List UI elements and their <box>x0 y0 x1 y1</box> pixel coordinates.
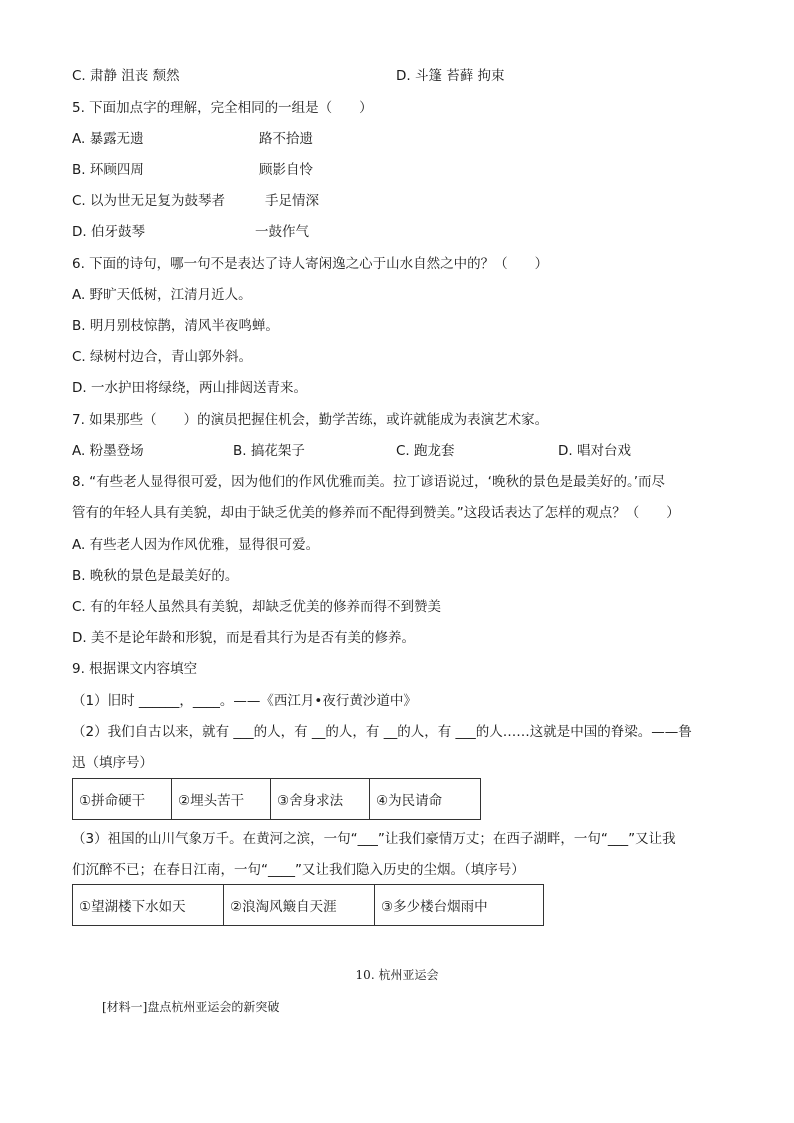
choice-cell: ③舍身求法 <box>271 779 370 820</box>
q10-title: 10. 杭州亚运会 <box>355 968 439 982</box>
q5-option-b-pair: 顾影自怜 <box>259 162 313 178</box>
q6-option-b: B. 明月别枝惊鹊，清风半夜鸣蝉。 <box>72 318 279 334</box>
q8-stem-line2: 管有的年轻人具有美貌，却由于缺乏优美的修养而不配得到赞美。”这段话表达了怎样的观点？（ ） <box>72 505 680 521</box>
q10-material-heading: [材料一]盘点杭州亚运会的新突破 <box>102 1000 280 1014</box>
q5-option-a: A. 暴露无遗 <box>72 131 144 147</box>
q7-option-b: B. 搞花架子 <box>233 443 305 459</box>
q9-part2-choices-table <box>72 778 481 820</box>
q5-option-c-pair: 手足情深 <box>265 193 319 209</box>
q8-option-c: C. 有的年轻人虽然具有美貌，却缺乏优美的修养而得不到赞美 <box>72 599 442 615</box>
q9-part2-line1: （2）我们自古以来，就有 ___的人，有 __的人，有 __的人，有 ___的人……这就是中国的脊梁。——鲁 <box>72 724 692 740</box>
q4-option-c: C. 肃静 沮丧 颓然 <box>72 68 180 84</box>
q9-part2-line2: 迅（填序号） <box>72 755 153 771</box>
q7-option-d: D. 唱对台戏 <box>558 443 631 459</box>
q7-option-c: C. 跑龙套 <box>396 443 455 459</box>
q8-option-b: B. 晚秋的景色是最美好的。 <box>72 568 239 584</box>
q5-option-d: D. 伯牙鼓琴 <box>72 224 145 240</box>
q9-part1: （1）旧时 ______，____。——《西江月•夜行黄沙道中》 <box>72 693 417 709</box>
q7-stem: 7. 如果那些（ ）的演员把握住机会，勤学苦练，或许就能成为表演艺术家。 <box>72 412 549 428</box>
q4-option-d: D. 斗篷 苔藓 拘束 <box>396 68 505 84</box>
q5-option-a-pair: 路不拾遗 <box>259 131 313 147</box>
q9-part3-choices-table <box>72 884 544 926</box>
q5-option-d-pair: 一鼓作气 <box>255 224 309 240</box>
q9-part3-line1: （3）祖国的山川气象万千。在黄河之滨，一句“___”让我们豪情万丈；在西子湖畔，一句“___”又让我 <box>72 831 676 847</box>
q5-stem: 5. 下面加点字的理解，完全相同的一组是（ ） <box>72 100 373 116</box>
q9-stem: 9. 根据课文内容填空 <box>72 661 198 677</box>
choice-cell: ②埋头苦干 <box>172 779 271 820</box>
q9-part3-line2: 们沉醉不已；在春日江南，一句“____”又让我们隐入历史的尘烟。（填序号） <box>72 862 525 878</box>
q7-option-a: A. 粉墨登场 <box>72 443 144 459</box>
q8-stem-line1: 8. “有些老人显得很可爱，因为他们的作风优雅而美。拉丁谚语说过，‘晚秋的景色是最美好的。’而尽 <box>72 474 665 490</box>
choice-cell: ②浪淘风簸自天涯 <box>224 885 375 926</box>
q8-option-d: D. 美不是论年龄和形貌，而是看其行为是否有美的修养。 <box>72 630 415 646</box>
q6-option-c: C. 绿树村边合，青山郭外斜。 <box>72 349 253 365</box>
choice-cell: ①望湖楼下水如天 <box>73 885 224 926</box>
choice-cell: ④为民请命 <box>370 779 481 820</box>
q6-stem: 6. 下面的诗句，哪一句不是表达了诗人寄闲逸之心于山水自然之中的？（ ） <box>72 256 549 272</box>
choice-cell: ③多少楼台烟雨中 <box>375 885 544 926</box>
q6-option-a: A. 野旷天低树，江清月近人。 <box>72 287 252 303</box>
choice-cell: ①拼命硬干 <box>73 779 172 820</box>
q5-option-c: C. 以为世无足复为鼓琴者 <box>72 193 226 209</box>
q8-option-a: A. 有些老人因为作风优雅，显得很可爱。 <box>72 537 320 553</box>
q6-option-d: D. 一水护田将绿绕，两山排闼送青来。 <box>72 380 307 396</box>
q5-option-b: B. 环顾四周 <box>72 162 144 178</box>
